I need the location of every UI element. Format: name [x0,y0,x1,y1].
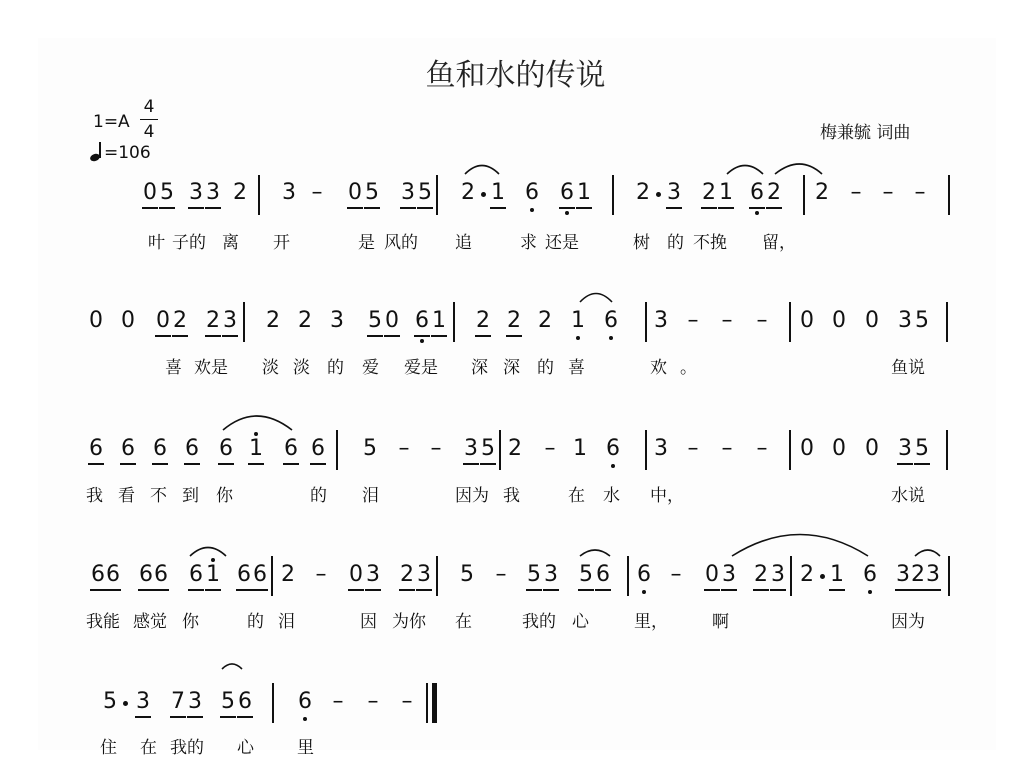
note: 5 [218,689,238,715]
lyric: 开 [273,233,290,253]
lyric: 求 [520,233,537,253]
lyric [100,738,117,744]
note-dash: – [756,436,768,461]
lower-octave-dot [565,211,569,215]
lyric [140,738,157,744]
eighth-underline [770,589,786,591]
eighth-underline [384,335,400,337]
lyric: 。 [680,358,697,378]
lyric: 啊 [712,612,729,632]
note: 6 [136,562,156,588]
lower-octave-dot [868,590,872,594]
eighth-underline [365,589,381,591]
time-signature-numerator: 4 [143,97,155,117]
note: 5 [460,562,474,587]
note: 6 [308,436,328,462]
note: 6 [86,436,106,462]
lyric: 不挽 [693,233,727,253]
lyric: 心 [572,612,589,632]
note-dash: – [756,308,768,333]
lower-octave-dot [611,464,615,468]
eighth-underline [753,589,769,591]
lyric: 泪 [278,612,295,632]
lyric: 因为 [455,486,489,506]
note-dash: – [398,436,410,461]
note: 3 [414,562,434,588]
note: 6 [118,436,138,462]
note-dash: – [721,436,733,461]
lyric: 因为 [891,612,925,632]
quarter-note-icon [90,143,104,161]
note: 5 [415,180,435,206]
note: 0 [832,308,846,333]
note: 2 [203,308,223,334]
lyric: 欢 [650,358,667,378]
note: 3 [898,308,912,333]
note: 1 [573,436,587,461]
note: 3 [664,180,684,206]
eighth-underline [348,589,364,591]
credit: 梅兼毓 词曲 [820,123,911,143]
eighth-underline [490,207,506,209]
note: 6 [150,436,170,462]
note: 0 [346,562,366,588]
eighth-underline [914,463,930,465]
eighth-underline [543,589,559,591]
note: 6 [557,180,577,206]
lyric: 爱 [362,358,379,378]
barline [336,430,338,470]
eighth-underline [188,589,204,591]
note-dash: – [367,689,379,714]
eighth-underline [120,463,136,465]
time-signature-divider [140,119,158,120]
eighth-underline [187,716,203,718]
lyric: 的 [667,233,684,253]
eighth-underline [105,589,121,591]
note: 5 [524,562,544,588]
note-dash: – [430,436,442,461]
note: 2 [461,180,475,205]
eighth-underline [159,207,175,209]
note: 3 [203,180,223,206]
barline [789,302,791,342]
lyric: 离 [222,233,239,253]
upper-octave-dot [254,432,258,436]
note: 0 [865,308,879,333]
note: 2 [751,562,771,588]
barline [612,175,614,215]
eighth-underline [283,463,299,465]
barline [789,430,791,470]
barline [243,302,245,342]
barline [948,556,950,596]
note: 0 [382,308,402,334]
eighth-underline [310,463,326,465]
eighth-underline [205,207,221,209]
lower-octave-dot [420,339,424,343]
lyric [170,738,204,744]
note: 3 [893,562,913,588]
note: 0 [865,436,879,461]
augmentation-dot [123,701,128,706]
note: 6 [593,562,613,588]
note: 6 [235,689,255,715]
eighth-underline [480,463,496,465]
note: 6 [603,436,623,462]
note: 1 [574,180,594,206]
barline [803,175,805,215]
note: 2 [504,308,524,334]
lyric: 子的 [172,233,206,253]
note: 0 [702,562,722,588]
note: 3 [654,308,668,333]
note-dash: – [670,562,682,587]
note: 3 [186,180,206,206]
barline [790,556,792,596]
note: 5 [363,436,377,461]
eighth-underline [252,589,268,591]
note: 6 [860,562,880,588]
eighth-underline [222,335,238,337]
note: 5 [912,436,932,462]
note: 2 [636,180,650,205]
lyric: 叶 [148,233,165,253]
note: 6 [234,562,254,588]
eighth-underline [578,589,594,591]
eighth-underline [135,716,151,718]
note: 1 [827,562,847,588]
note: 6 [295,689,315,715]
eighth-underline [559,207,575,209]
lyric: 喜 [165,358,182,378]
lyric: 你 [216,486,233,506]
time-signature-denominator: 4 [143,122,155,142]
eighth-underline [248,463,264,465]
eighth-underline [188,207,204,209]
note: 5 [103,689,117,714]
note: 2 [397,562,417,588]
note: 5 [365,308,385,334]
eighth-underline [526,589,542,591]
note: 2 [508,436,522,461]
lyric: 鱼说 [891,358,925,378]
eighth-underline [88,463,104,465]
lyric: 还是 [545,233,579,253]
barline [271,556,273,596]
lyric: 的 [537,358,554,378]
eighth-underline [718,207,734,209]
eighth-underline [910,589,926,591]
note: 3 [923,562,943,588]
barline [272,683,274,723]
note: 3 [185,689,205,715]
lower-octave-dot [642,590,646,594]
eighth-underline [237,716,253,718]
lyric: 水 [603,486,620,506]
note: 5 [157,180,177,206]
eighth-underline [367,335,383,337]
note: 1 [716,180,736,206]
eighth-underline [400,207,416,209]
note-dash: – [687,436,699,461]
eighth-underline [152,463,168,465]
eighth-underline [829,589,845,591]
note: 2 [233,180,247,205]
note: 0 [800,308,814,333]
note: 2 [908,562,928,588]
note: 2 [538,308,552,333]
key-signature: 1=A [93,112,130,132]
eighth-underline [766,207,782,209]
lyric: 里， [634,612,668,632]
note: 2 [800,562,814,587]
eighth-underline [463,463,479,465]
eighth-underline [749,207,765,209]
eighth-underline [431,335,447,337]
lyric: 淡 [293,358,310,378]
eighth-underline [218,463,234,465]
note: 6 [747,180,767,206]
barline [645,430,647,470]
note-dash: – [721,308,733,333]
note: 5 [362,180,382,206]
lyric: 中， [650,486,684,506]
lyric: 是 [358,233,375,253]
eighth-underline [506,335,522,337]
eighth-underline [347,207,363,209]
upper-octave-dot [211,558,215,562]
eighth-underline [172,335,188,337]
note: 0 [800,436,814,461]
lyric: 喜 [568,358,585,378]
note: 2 [281,562,295,587]
eighth-underline [220,716,236,718]
lyric: 水说 [891,486,925,506]
lyric: 我能 [86,612,120,632]
barline [258,175,260,215]
note-dash: – [332,689,344,714]
note: 0 [345,180,365,206]
barline [453,302,455,342]
tempo-value: =106 [104,143,151,163]
note: 6 [182,436,202,462]
note: 0 [140,180,160,206]
lyric: 爱是 [404,358,438,378]
note: 6 [216,436,236,462]
lyric: 我的 [522,612,556,632]
lower-octave-dot [609,336,613,340]
eighth-underline [666,207,682,209]
eighth-underline [184,463,200,465]
eighth-underline [399,589,415,591]
note: 6 [250,562,270,588]
eighth-underline [414,335,430,337]
note: 3 [461,436,481,462]
lyric: 因 [360,612,377,632]
lower-octave-dot [530,208,534,212]
note: 3 [282,180,296,205]
eighth-underline [895,589,911,591]
eighth-underline [205,589,221,591]
note: 7 [168,689,188,715]
note: 0 [832,436,846,461]
eighth-underline [138,589,154,591]
eighth-underline [142,207,158,209]
eighth-underline [90,589,106,591]
lower-octave-dot [755,211,759,215]
note-dash: – [311,180,323,205]
lyric: 在 [455,612,472,632]
lyric: 不 [150,486,167,506]
note: 1 [429,308,449,334]
eighth-underline [153,589,169,591]
note-dash: – [850,180,862,205]
note: 2 [699,180,719,206]
lyric: 的 [327,358,344,378]
note: 3 [220,308,240,334]
lyric: 的 [247,612,264,632]
note-dash: – [914,180,926,205]
barline [627,556,629,596]
note-dash: – [882,180,894,205]
note: 5 [576,562,596,588]
lower-octave-dot [303,717,307,721]
note: 1 [203,562,223,588]
augmentation-dot [656,192,661,197]
lyric: 为你 [392,612,426,632]
lyric: 看 [118,486,135,506]
barline [436,175,438,215]
note-dash: – [401,689,413,714]
note: 2 [815,180,829,205]
note: 3 [398,180,418,206]
lyric: 到 [182,486,199,506]
note: 6 [601,308,621,334]
eighth-underline [236,589,252,591]
note: 6 [151,562,171,588]
lyric [297,738,314,744]
note: 2 [473,308,493,334]
song-title: 鱼和水的传说 [425,58,606,93]
lyric: 深 [471,358,488,378]
lyric: 我 [86,486,103,506]
lyric: 淡 [262,358,279,378]
note: 3 [654,436,668,461]
lyric [237,738,254,744]
note: 0 [153,308,173,334]
eighth-underline [925,589,941,591]
note: 2 [298,308,312,333]
eighth-underline [416,589,432,591]
note: 3 [541,562,561,588]
note: 0 [121,308,135,333]
lyric: 感觉 [133,612,167,632]
note-dash: – [495,562,507,587]
note: 6 [634,562,654,588]
time-signature [140,97,158,142]
eighth-underline [595,589,611,591]
eighth-underline [704,589,720,591]
note: 6 [522,180,542,206]
eighth-underline [364,207,380,209]
note: 3 [133,689,153,715]
note: 6 [88,562,108,588]
note: 3 [330,308,344,333]
lyric: 树 [633,233,650,253]
note: 0 [89,308,103,333]
note: 6 [281,436,301,462]
note-dash: – [315,562,327,587]
eighth-underline [170,716,186,718]
note: 2 [764,180,784,206]
note: 1 [568,308,588,334]
lyric: 欢是 [194,358,228,378]
tempo-marking [90,143,151,163]
eighth-underline [205,335,221,337]
final-barline-thin [426,683,428,723]
eighth-underline [897,463,913,465]
note: 6 [103,562,123,588]
note: 5 [478,436,498,462]
note: 1 [488,180,508,206]
note: 3 [719,562,739,588]
barline [499,430,501,470]
final-barline-thick [432,683,437,723]
eighth-underline [701,207,717,209]
augmentation-dot [481,192,486,197]
score-paper [38,38,996,750]
eighth-underline [721,589,737,591]
note: 2 [170,308,190,334]
lyric: 追 [455,233,472,253]
note: 3 [768,562,788,588]
augmentation-dot [820,574,825,579]
lyric: 泪 [362,486,379,506]
eighth-underline [475,335,491,337]
barline [946,302,948,342]
note-dash: – [544,436,556,461]
note: 1 [246,436,266,462]
note: 3 [895,436,915,462]
lyric: 深 [503,358,520,378]
barline [948,175,950,215]
lyric: 的 [310,486,327,506]
note-dash: – [687,308,699,333]
barline [436,556,438,596]
eighth-underline [417,207,433,209]
eighth-underline [155,335,171,337]
lyric: 风的 [384,233,418,253]
note: 6 [186,562,206,588]
eighth-underline [576,207,592,209]
note: 2 [266,308,280,333]
lower-octave-dot [576,336,580,340]
lyric: 留， [762,233,796,253]
note: 3 [363,562,383,588]
lyric: 我 [503,486,520,506]
lyric: 你 [182,612,199,632]
barline [946,430,948,470]
lyric: 在 [568,486,585,506]
note: 5 [915,308,929,333]
barline [645,302,647,342]
note: 6 [412,308,432,334]
